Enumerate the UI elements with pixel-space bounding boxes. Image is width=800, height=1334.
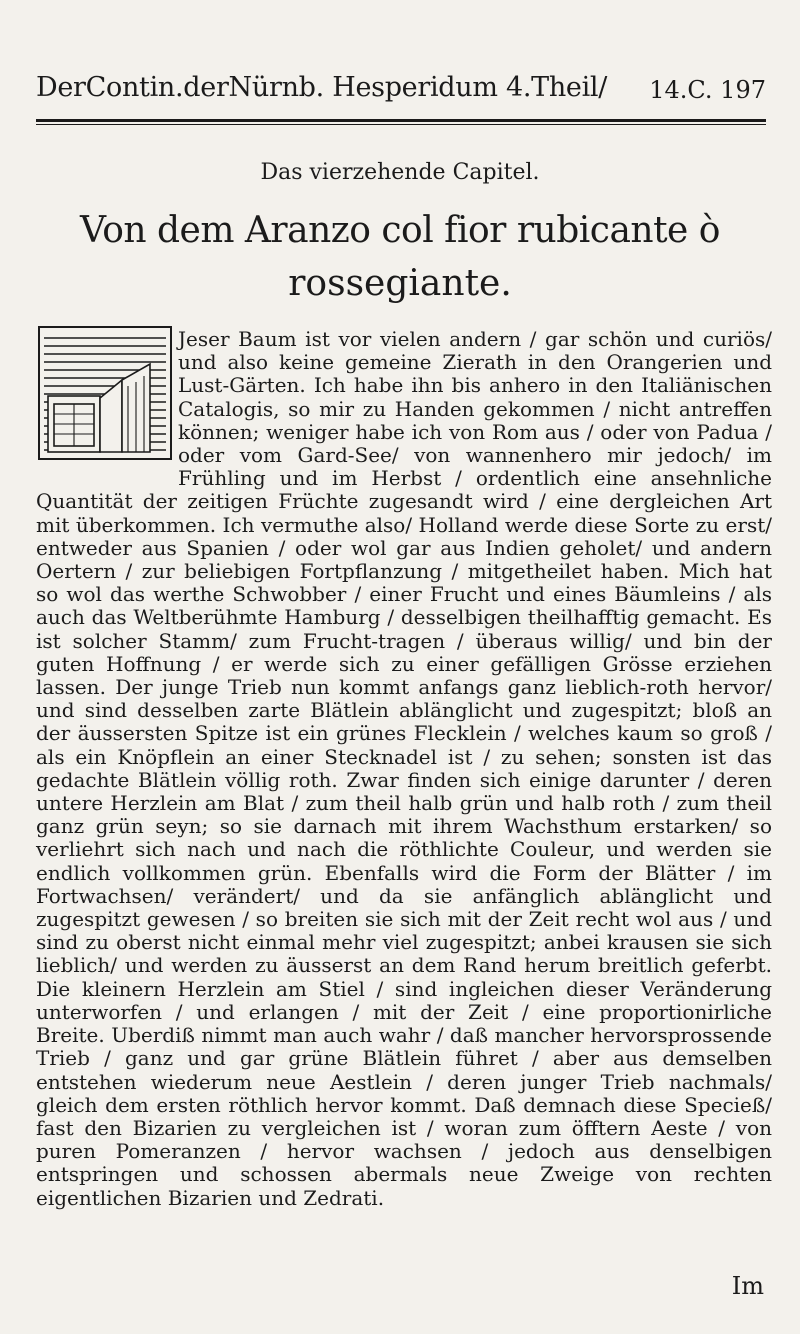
- header-rule-thin: [36, 124, 766, 125]
- initial-spacer: [36, 328, 178, 486]
- chapter-label: Das vierzehende Capitel.: [260, 160, 540, 185]
- catchword: Im: [731, 1272, 764, 1300]
- body-text: Jeser Baum ist vor vielen andern / gar schön und curiös/ und also keine gemeine Zierath in den Orangerien und Lust-Gärten. Ich habe ihn bis anhero in den Italiänischen Catalogis, so mir zu Handen gekommen / nicht antreffen können; weniger habe ich von Rom aus / oder von Padua / oder vom Gard-See/ von wannenhero mir jedoch/ im Frühling und im Herbst / ordentlich eine ansehnliche Quantität der zeitigen Früchte zugesandt wird / eine dergleichen Art mit überkommen. Ich vermuthe also/ Holland werde diese Sorte zu erst/ entweder aus Spanien / oder wol gar aus Indien geholet/ und andern Oertern / zur beliebigen Fortpflanzung / mitgetheilet haben. Mich hat so wol das werthe Schwobber / einer Frucht und eines Bäumleins / als auch das Weltberühmte Hamburg / desselbigen theilhafftig gemacht. Es ist solcher Stamm/ zum Frucht-tragen / überaus willig/ und bin der guten Hoffnung / er werde sich zu einer gefälligen Grösse erziehen lassen. Der junge Trieb nun kommt anfangs ganz lieblich-roth hervor/ und sind desselben zarte Blätlein ablänglicht und zugespitzt; bloß an der äussersten Spitze ist ein grünes Flecklein / welches kaum so groß / als ein Knöpflein an einer Stecknadel ist / zu sehen; sonsten ist das gedachte Blätlein völlig roth. Zwar finden sich einige darunter / deren untere Herzlein am Blat / zum theil halb grün und halb roth / zum theil ganz grün seyn; so sie darnach mit ihrem Wachsthum erstarken/ so verliehrt sich nach und nach die röthlichte Couleur, und werden sie endlich vollkommen grün. Ebenfalls wird die Form der Blätter / im Fortwachsen/ verändert/ und da sie anfänglich ablänglicht und zugespitzt gewesen / so breiten sie sich mit der Zeit recht wol aus / und sind zu oberst nicht einmal mehr viel zugespitzt; anbei krausen sie sich lieblich/ und werden zu äusserst an dem Rand herum breitlich geferbt. Die kleinern Herzlein am Stiel / sind ingleichen dieser Veränderung unterworfen / und erlangen / mit der Zeit / eine proportionirliche Breite. Uberdiß nimmt man auch wahr / daß mancher hervorsprossende Trieb / ganz und gar grüne Blätlein führet / aber aus demselben entstehen wiederum neue Aestlein / deren junger Trieb nachmals/ gleich dem ersten röthlich hervor kommt. Daß demnach diese Specieß/ fast den Bizarien zu vergleichen ist / woran zum öfftern Aeste / von puren Pomeranzen / hervor wachsen / jedoch aus denselbigen entspringen und schossen abermals neue Zweige von rechten eigentlichen Bizarien und Zedrati.: [36, 327, 772, 1210]
- header-rule: [36, 119, 766, 122]
- chapter-title-continued: rossegiante.: [288, 263, 512, 304]
- chapter-title: Von dem Aranzo col fior rubicante ò: [80, 210, 720, 251]
- body-paragraph: [36, 328, 772, 1210]
- running-head: [36, 72, 766, 112]
- page-reference: 14.C. 197: [649, 76, 766, 104]
- running-head-title: DerContin.derNürnb. Hesperidum 4.Theil/: [36, 72, 608, 103]
